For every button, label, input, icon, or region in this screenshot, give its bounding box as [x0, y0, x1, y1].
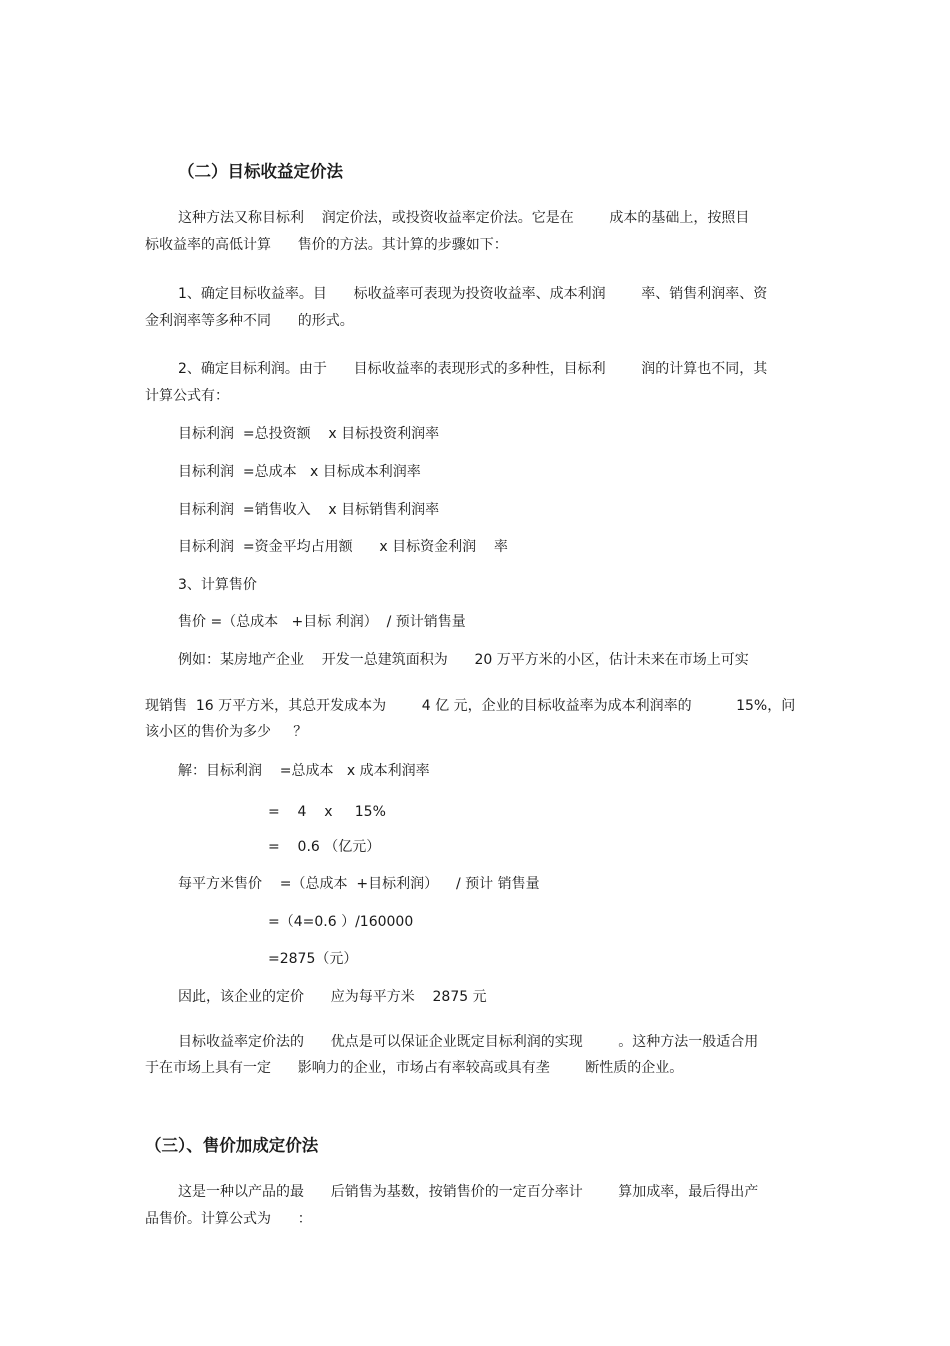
section-heading-2: （二）目标收益定价法 [178, 162, 343, 181]
step-2-line: 计算公式有： [145, 388, 229, 404]
section-heading-3: （三）、售价加成定价法 [145, 1136, 319, 1155]
solution-line: =（4=0.6 ）/160000 [268, 914, 414, 930]
price-formula: 售价 =（总成本 +目标 利润） / 预计销售量 [178, 614, 466, 630]
solution-line: = 4 x 15% [268, 804, 386, 820]
solution-conclusion: 因此，该企业的定价 应为每平方米 2875 元 [178, 989, 487, 1005]
example-line: 现销售 16 万平方米，其总开发成本为 4 亿 元，企业的目标收益率为成本利润率的 15%，问 [145, 698, 796, 714]
formula-line: 目标利润 =资金平均占用额 x 目标资金利润 率 [178, 539, 508, 555]
step-1-line: 金利润率等多种不同 的形式。 [145, 313, 354, 329]
paragraph-line: 这种方法又称目标利 润定价法，或投资收益率定价法。它是在 成本的基础上，按照目 [178, 210, 750, 226]
summary-line: 目标收益率定价法的 优点是可以保证企业既定目标利润的实现 。这种方法一般适合用 [178, 1034, 759, 1050]
formula-line: 目标利润 =总成本 x 目标成本利润率 [178, 464, 421, 480]
example-line: 例如：某房地产企业 开发一总建筑面积为 20 万平方米的小区，估计未来在市场上可实 [178, 652, 749, 668]
solution-line: =2875（元） [268, 951, 358, 967]
step-1-line: 1、确定目标收益率。目 标收益率可表现为投资收益率、成本利润 率、销售利润率、资 [178, 286, 768, 302]
example-line: 该小区的售价为多少 ？ [145, 724, 308, 740]
formula-line: 目标利润 =总投资额 x 目标投资利润率 [178, 426, 440, 442]
solution-line: = 0.6 （亿元） [268, 839, 381, 855]
formula-line: 目标利润 =销售收入 x 目标销售利润率 [178, 502, 440, 518]
paragraph-line: 这是一种以产品的最 后销售为基数，按销售价的一定百分率计 算加成率，最后得出产 [178, 1184, 759, 1200]
step-3-line: 3、计算售价 [178, 577, 257, 593]
solution-line: 解：目标利润 =总成本 x 成本利润率 [178, 763, 430, 779]
summary-line: 于在市场上具有一定 影响力的企业，市场占有率较高或具有垄 断性质的企业。 [145, 1060, 684, 1076]
step-2-line: 2、确定目标利润。由于 目标收益率的表现形式的多种性，目标利 润的计算也不同，其 [178, 361, 768, 377]
solution-line: 每平方米售价 =（总成本 +目标利润） / 预计 销售量 [178, 876, 540, 892]
paragraph-line: 标收益率的高低计算 售价的方法。其计算的步骤如下： [145, 237, 508, 253]
paragraph-line: 品售价。计算公式为 ： [145, 1211, 312, 1227]
